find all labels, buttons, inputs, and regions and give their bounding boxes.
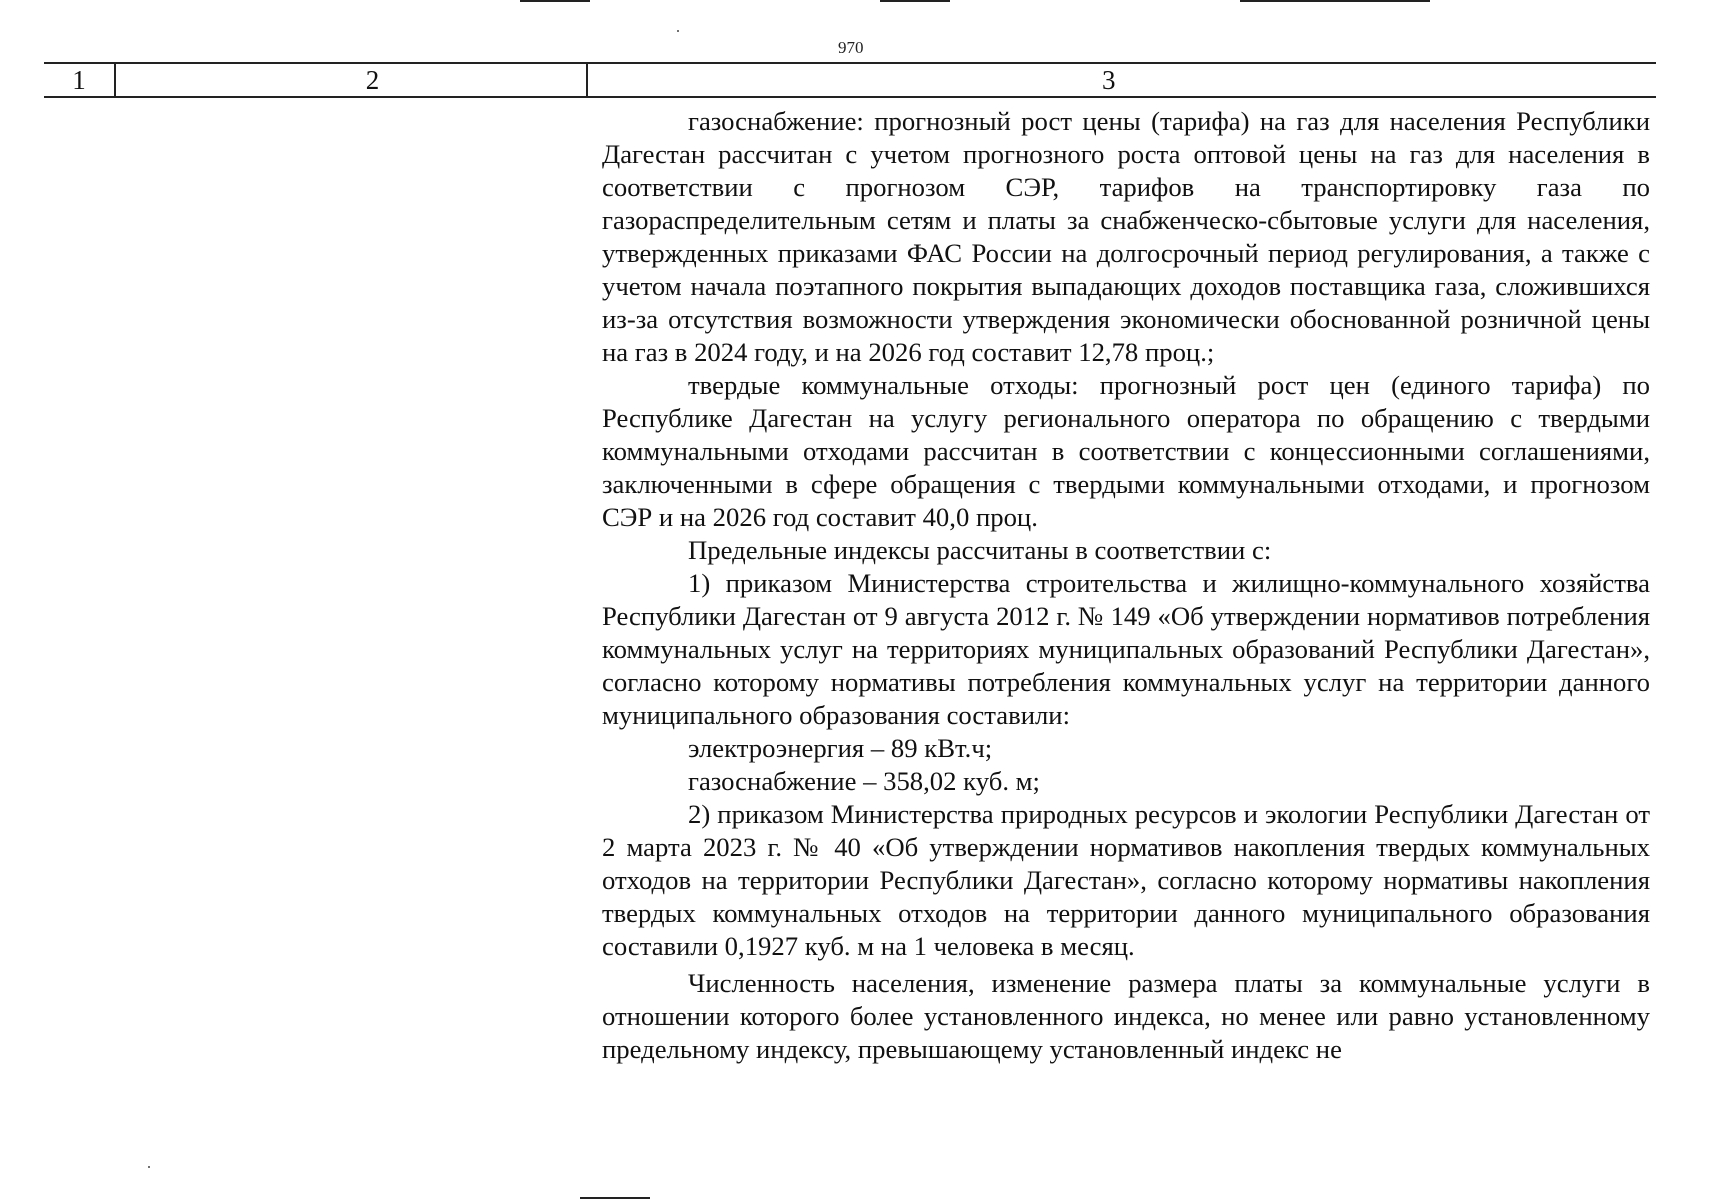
page-number: 970 [838, 38, 864, 57]
scan-edge-mark [520, 0, 590, 2]
paragraph-solid-waste: твердые коммунальные отходы: прогнозный рост цен (единого тарифа) по Республике Дагестан на услугу регионального оператора по обращению с твердыми коммунальными отходами рассчитан в соответствии с концессионными соглашениями, заключенными в сфере обращения с твердыми коммунальными отходами, и прогнозом СЭР и на 2026 год составит 40,0 проц. [602, 370, 1650, 532]
table-header-col1: 1 [72, 64, 86, 95]
table-header-row [44, 62, 1656, 98]
scan-speck [148, 1166, 150, 1168]
paragraph-gas-supply: газоснабжение: прогнозный рост цены (тарифа) на газ для населения Республики Дагестан рассчитан с учетом прогнозного роста оптовой цены на газ для населения в соответствии с прогнозом СЭР, тарифов на транспортировку газа по газораспределительным сетям и платы за снабженческо-сбытовые услуги для населения, утвержденных приказами ФАС России на долгосрочный период регулирования, а также с учетом начала поэтапного покрытия выпадающих доходов поставщика газа, сложившихся из-за отсутствия возможности утверждения экономически обоснованной розничной цены на газ в 2024 году, и на 2026 год составит 12,78 проц.; [602, 106, 1650, 367]
scan-edge-mark [1240, 0, 1430, 2]
paragraph-gas-norm: газоснабжение – 358,02 куб. м; [688, 766, 1040, 796]
scan-edge-mark [580, 1197, 650, 1199]
paragraph-indices-intro: Предельные индексы рассчитаны в соответствии с: [688, 535, 1272, 565]
table-header-col2: 2 [365, 64, 380, 95]
paragraph-order-1: 1) приказом Министерства строительства и жилищно-коммунального хозяйства Республики Дагестан от 9 августа 2012 г. № 149 «Об утверждении нормативов потребления коммунальных услуг на территориях муниципальных образований Республики Дагестан», согласно которому нормативы потребления коммунальных услуг на территории данного муниципального образования составили: [602, 568, 1650, 730]
scan-edge-mark [880, 0, 950, 2]
paragraph-order-2: 2) приказом Министерства природных ресурсов и экологии Республики Дагестан от 2 марта 2023 г. № 40 «Об утверждении нормативов накопления твердых коммунальных отходов на территории Республики Дагестан», согласно которому нормативы накопления твердых коммунальных отходов на территории данного муниципального образования составили 0,1927 куб. м на 1 человека в месяц. [602, 799, 1650, 961]
column-3-body [602, 105, 1650, 1066]
paragraph-population: Численность населения, изменение размера платы за коммунальные услуги в отношении которого более установленного индекса, но менее или равно установленному предельному индексу, превышающему установленный индекс не [602, 968, 1650, 1064]
paragraph-electricity-norm: электроэнергия – 89 кВт.ч; [688, 733, 993, 763]
table-header-col3: 3 [1102, 64, 1116, 95]
scan-speck [677, 30, 679, 32]
